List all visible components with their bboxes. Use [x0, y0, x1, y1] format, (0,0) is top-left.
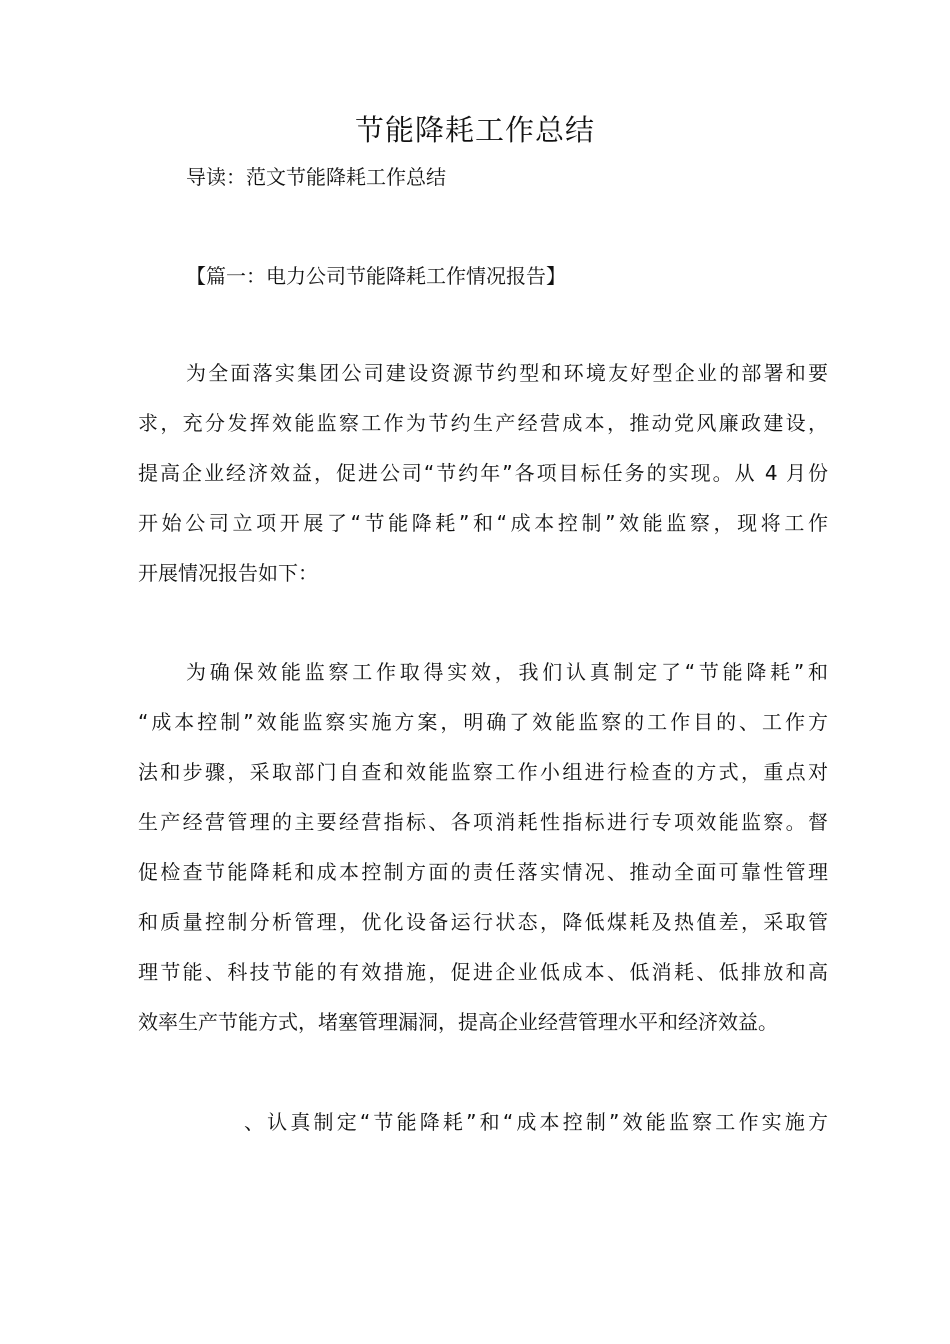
paragraph-line: “成本控制”效能监察实施方案，明确了效能监察的工作目的、工作方	[138, 710, 828, 734]
paragraph-line: 和质量控制分析管理，优化设备运行状态，降低煤耗及热值差，采取管	[138, 910, 828, 934]
section-heading: 【篇一：电力公司节能降耗工作情况报告】	[186, 264, 566, 288]
lead-text: 导读：范文节能降耗工作总结	[186, 165, 446, 189]
paragraph-1	[138, 348, 828, 598]
paragraph-2	[138, 647, 828, 1047]
paragraph-line: 理节能、科技节能的有效措施，促进企业低成本、低消耗、低排放和高	[138, 960, 828, 984]
paragraph-line: 为全面落实集团公司建设资源节约型和环境友好型企业的部署和要	[186, 361, 828, 385]
paragraph-line: 效率生产节能方式，堵塞管理漏洞，提高企业经营管理水平和经济效益。	[138, 1010, 778, 1034]
paragraph-line: 求，充分发挥效能监察工作为节约生产经营成本，推动党风廉政建设，	[138, 411, 828, 435]
paragraph-line: 开展情况报告如下：	[138, 561, 318, 585]
paragraph-line: 提高企业经济效益，促进公司“节约年”各项目标任务的实现。从 4 月份	[138, 461, 828, 485]
paragraph-line: 生产经营管理的主要经营指标、各项消耗性指标进行专项效能监察。督	[138, 810, 828, 834]
document-title: 节能降耗工作总结	[354, 113, 595, 147]
paragraph-line: 促检查节能降耗和成本控制方面的责任落实情况、推动全面可靠性管理	[138, 860, 828, 884]
paragraph-line: 开始公司立项开展了“节能降耗”和“成本控制”效能监察，现将工作	[138, 511, 828, 535]
paragraph-line: 为确保效能监察工作取得实效，我们认真制定了“节能降耗”和	[186, 660, 828, 684]
subsection-line: 、认真制定“节能降耗”和“成本控制”效能监察工作实施方	[244, 1110, 828, 1134]
paragraph-line: 法和步骤，采取部门自查和效能监察工作小组进行检查的方式，重点对	[138, 760, 828, 784]
